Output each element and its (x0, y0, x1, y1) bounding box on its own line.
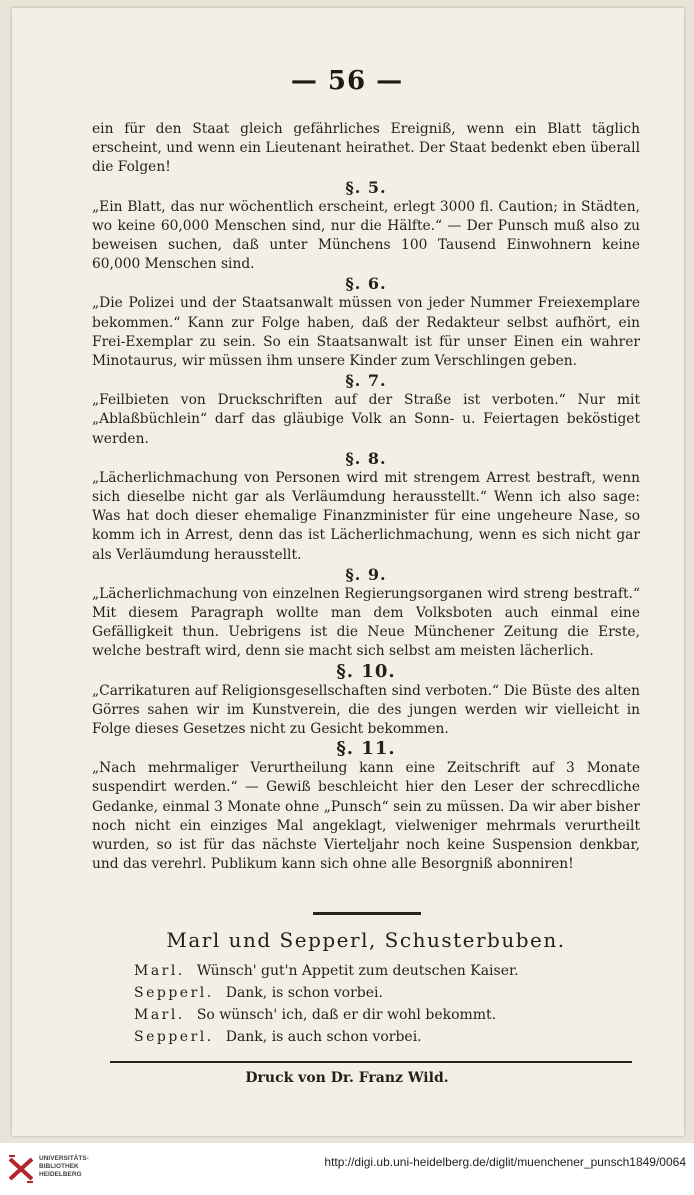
dialogue-text: So wünsch' ich, daß er dir wohl bekommt. (196, 1007, 497, 1023)
paragraph-7: „Feilbieten von Druckschriften auf der Straße ist verboten.“ Nur mit „Ablaßbüchlein“ darf das gläubige Volk an Sonn- u. Feiertagen beköstiget werden. (92, 392, 640, 447)
bottom-rule (110, 1061, 632, 1063)
dialogue-text: Wünsch' gut'n Appetit zum deutschen Kaiser. (196, 963, 519, 979)
paragraph-intro: ein für den Staat gleich gefährliches Ereigniß, wenn ein Blatt täglich erscheint, und wenn ein Lieutenant heirathet. Der Staat bedenkt eben überall die Folgen! (92, 121, 640, 176)
dialogue-speaker: Sepperl. (134, 985, 214, 1001)
dialogue-speaker: Marl. (134, 963, 185, 979)
section-heading-8: §. 8. (345, 448, 387, 468)
paragraph-8: „Lächerlichmachung von Personen wird mit strengem Arrest bestraft, wenn sich dieselbe nicht gar als Verläumdung herausstellt.“ Wenn ich also sage: Was hat doch dieser ehemalige Finanzminister für eine ungeheure Nase, so komm ich in Arrest, denn das ist Lächerlichmachung, wenn es sich nicht gar als Verläumdung herausstellt. (92, 469, 640, 563)
paragraph-5: „Ein Blatt, das nur wöchentlich erscheint, erlegt 3000 fl. Caution; in Städten, wo keine 60,000 Menschen sind, nur die Hälfte.“ — Der Punsch muß also zu beweisen suchen, daß unter Münchens 100 Tausend Einwohnern keine 60,000 Menschen sind. (92, 198, 640, 273)
section-heading-6: §. 6. (345, 274, 387, 294)
dialogue-title: Marl und Sepperl, Schusterbuben. (166, 928, 566, 952)
dialogue-line (134, 982, 634, 1004)
viewer-footer (0, 1143, 694, 1195)
library-logo[interactable] (7, 1151, 97, 1189)
section-divider (313, 912, 421, 915)
permalink-url[interactable]: http://digi.ub.uni-heidelberg.de/diglit/muenchener_punsch1849/0064 (324, 1155, 686, 1169)
page-number: — 56 — (290, 66, 404, 96)
dialogue-line (134, 960, 634, 982)
dialogue-speaker: Sepperl. (134, 1029, 214, 1045)
paragraph-11: „Nach mehrmaliger Verurtheilung kann eine Zeitschrift auf 3 Monate suspendirt werden.“ — Gewiß beschleicht hier den Leser der schrecdliche Gedanke, einmal 3 Monate ohne „Punsch“ sein zu müssen. Da wir aber bisher noch nicht ein einziges Mal angeklagt, vielweniger mehrmals verurtheilt wurden, so ist für das nächste Vierteljahr noch keine Suspension denkbar, und das verehrl. Publikum kann sich ohne alle Besorgniß abonniren! (92, 760, 640, 873)
section-heading-5: §. 5. (345, 177, 387, 197)
section-heading-10: §. 10. (336, 660, 396, 682)
paragraph-10: „Carrikaturen auf Religionsgesellschaften sind verboten.“ Die Büste des alten Görres sahen wir im Kunstverein, die des jungen werden wir vielleicht in Folge dieses Gesetzes nicht zu Gesicht bekommen. (92, 682, 640, 738)
dialogue-text: Dank, is schon vorbei. (225, 985, 383, 1001)
library-logo-text: UNIVERSITÄTS- BIBLIOTHEK HEIDELBERG (39, 1155, 89, 1178)
library-logo-icon (7, 1153, 35, 1185)
section-heading-7: §. 7. (345, 371, 387, 391)
article-body (92, 120, 640, 875)
paragraph-6: „Die Polizei und der Staatsanwalt müssen von jeder Nummer Freiexemplare bekommen.“ Kann zur Folge haben, daß der Redakteur selbst aufhört, ein Frei-Exemplar zu sein. So ein Staatsanwalt ist für unser Einen ein wahrer Minotaurus, wir müssen ihm unsere Kinder zum Verschlingen geben. (92, 295, 640, 370)
section-heading-11: §. 11. (336, 738, 396, 760)
dialogue-speaker: Marl. (134, 1007, 185, 1023)
dialogue-line (134, 1026, 634, 1048)
dialogue-line (134, 1004, 634, 1026)
paragraph-9: „Lächerlichmachung von einzelnen Regierungsorganen wird streng bestraft.“ Mit diesem Paragraph wollte man dem Volksboten auch einmal eine Gefälligkeit thun. Uebrigens ist die Neue Münchener Zeitung die Erste, welche bestraft wird, denn sie macht sich selbst am meisten lächerlich. (92, 585, 640, 660)
section-heading-9: §. 9. (345, 564, 387, 584)
dialogue-block (134, 960, 634, 1048)
dialogue-text: Dank, is auch schon vorbei. (225, 1029, 422, 1045)
printer-imprint: Druck von Dr. Franz Wild. (245, 1070, 449, 1086)
